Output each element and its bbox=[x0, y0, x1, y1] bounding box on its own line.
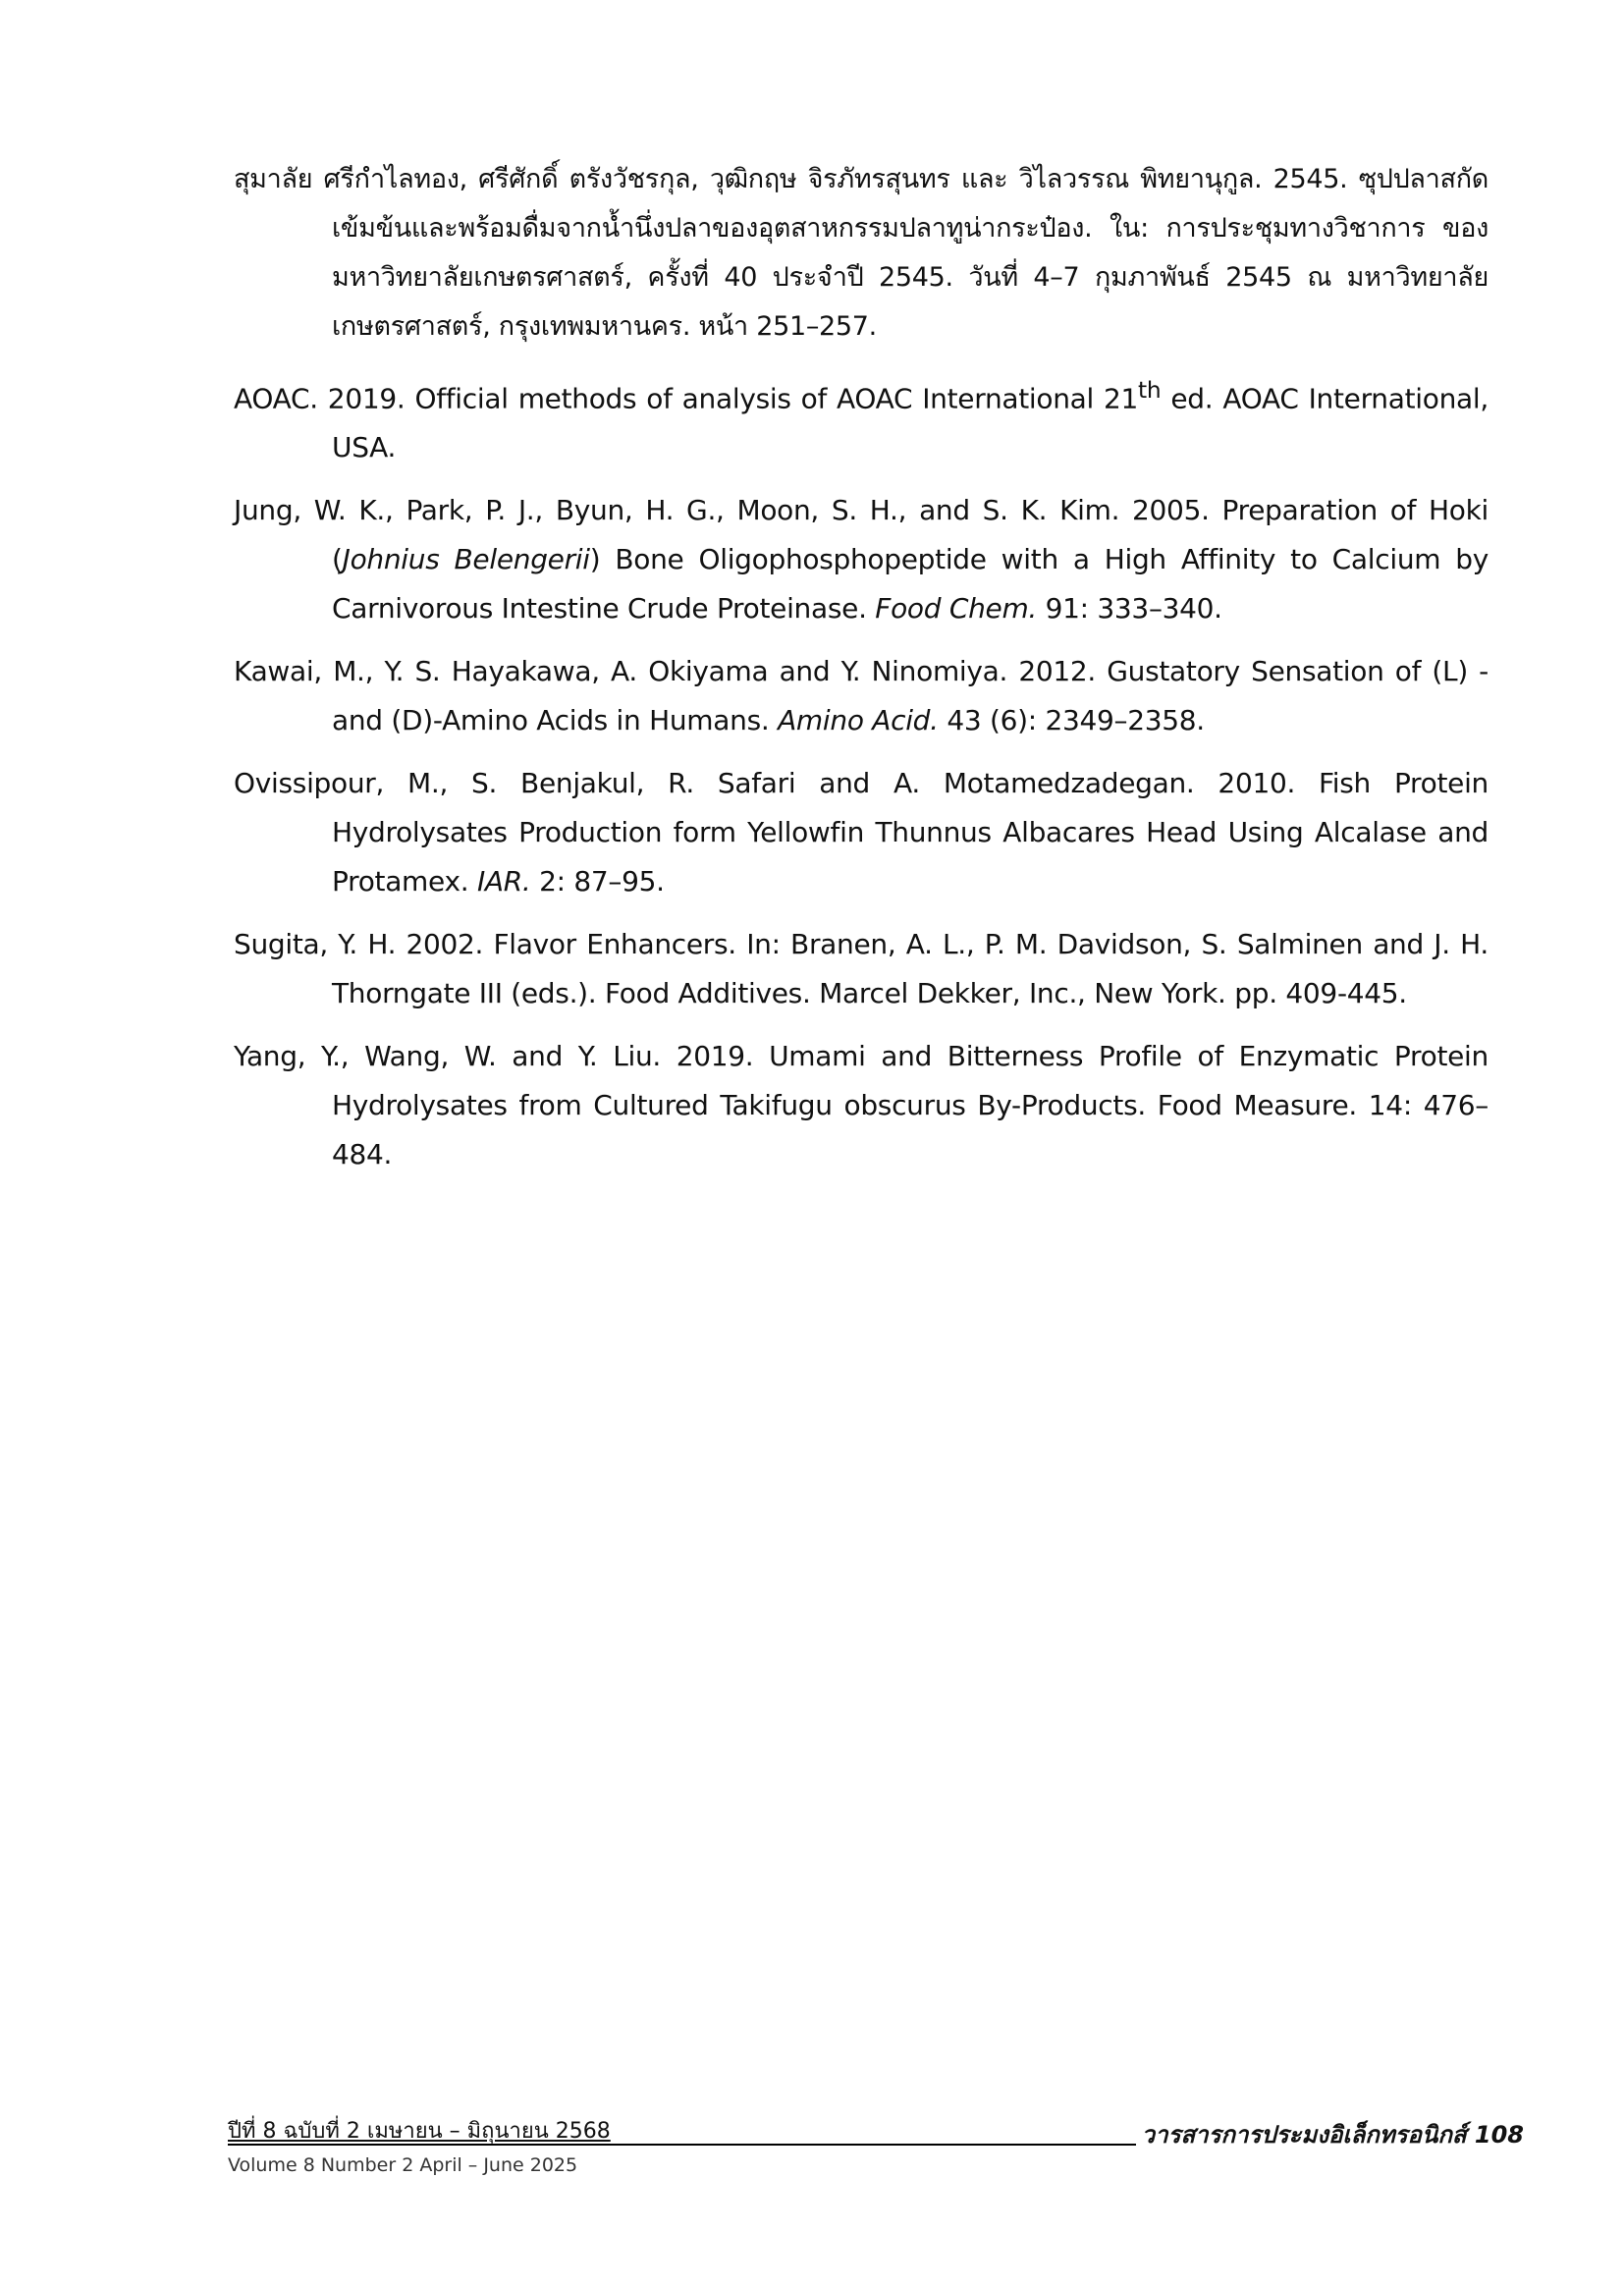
reference-text: สุมาลัย ศรีกำไลทอง, ศรีศักดิ์ ตรังวัชรกุล, วุฒิกฤษ จิรภัทรสุนทร และ วิไลวรรณ พิทยานุกูล. 2545. ซุปปลาสกัดเข้มข้นและพร้อมดื่มจากน้ำนึ่งปลาของอุตสาหกรรมปลาทูน่ากระป๋อง. ใน: การประชุมทางวิชาการ ของมหาวิทยาลัยเกษตรศาสตร์, ครั้งที่ 40 ประจำปี 2545. วันที่ 4–7 กุมภาพันธ์ 2545 ณ มหาวิทยาลัยเกษตรศาสตร์, กรุงเทพมหานคร. หน้า 251–257. bbox=[234, 164, 1489, 342]
reference-text: Ovissipour, M., S. Benjakul, R. Safari and A. Motamedzadegan. 2010. Fish Protein Hydrolysates Production form Yellowfin Thunnus Albacares Head Using Alcalase and Protamex. bbox=[234, 767, 1489, 898]
page-footer bbox=[228, 2113, 1524, 2182]
reference-text: 91: 333–340. bbox=[1037, 592, 1222, 626]
reference-text: Jung, W. K., Park, P. J., Byun, H. G., Moon, S. H., and S. K. Kim. 2005. Preparation of Hoki ( bbox=[234, 494, 1489, 576]
species-name: Johnius Belengerii bbox=[342, 543, 590, 576]
reference-item bbox=[234, 920, 1489, 1018]
footer-issue-thai: ปีที่ 8 ฉบับที่ 2 เมษายน – มิถุนายน 2568 bbox=[228, 2119, 611, 2144]
reference-text: 43 (6): 2349–2358. bbox=[938, 704, 1205, 737]
superscript: th bbox=[1138, 376, 1162, 404]
reference-item bbox=[234, 1032, 1489, 1179]
reference-text: AOAC. 2019. Official methods of analysis of AOAC International 21 bbox=[234, 382, 1139, 415]
reference-item bbox=[234, 486, 1489, 633]
reference-list bbox=[234, 155, 1489, 1193]
reference-text: ) Bone Oligophosphopeptide with a High Affinity to Calcium by Carnivorous Intestine Crude Proteinase. bbox=[332, 543, 1489, 626]
reference-text: Kawai, M., Y. S. Hayakawa, A. Okiyama and Y. Ninomiya. 2012. Gustatory Sensation of (L) - and (D)-Amino Acids in Humans. bbox=[234, 655, 1489, 737]
reference-text: Yang, Y., Wang, W. and Y. Liu. 2019. Umami and Bitterness Profile of Enzymatic Protein Hydrolysates from Cultured Takifugu obscurus By-Products. Food Measure. 14: 476–484. bbox=[234, 1040, 1489, 1171]
reference-text: 2: 87–95. bbox=[530, 865, 665, 898]
reference-item bbox=[234, 365, 1489, 472]
reference-text: Sugita, Y. H. 2002. Flavor Enhancers. In: Branen, A. L., P. M. Davidson, S. Salminen and J. H. Thorngate III (eds.). Food Additives. Marcel Dekker, Inc., New York. pp. 409-445. bbox=[234, 928, 1489, 1010]
reference-text: ed. AOAC International, USA. bbox=[332, 382, 1489, 464]
reference-item bbox=[234, 647, 1489, 745]
footer-journal-page: วารสารการประมงอิเล็กทรอนิกส์ 108 bbox=[1136, 2115, 1524, 2153]
journal-name: IAR. bbox=[476, 865, 531, 898]
reference-item bbox=[234, 759, 1489, 906]
reference-item bbox=[234, 155, 1489, 352]
footer-issue-english: Volume 8 Number 2 April – June 2025 bbox=[228, 2154, 578, 2176]
journal-name: Amino Acid. bbox=[778, 704, 939, 737]
journal-name: Food Chem. bbox=[875, 592, 1038, 626]
